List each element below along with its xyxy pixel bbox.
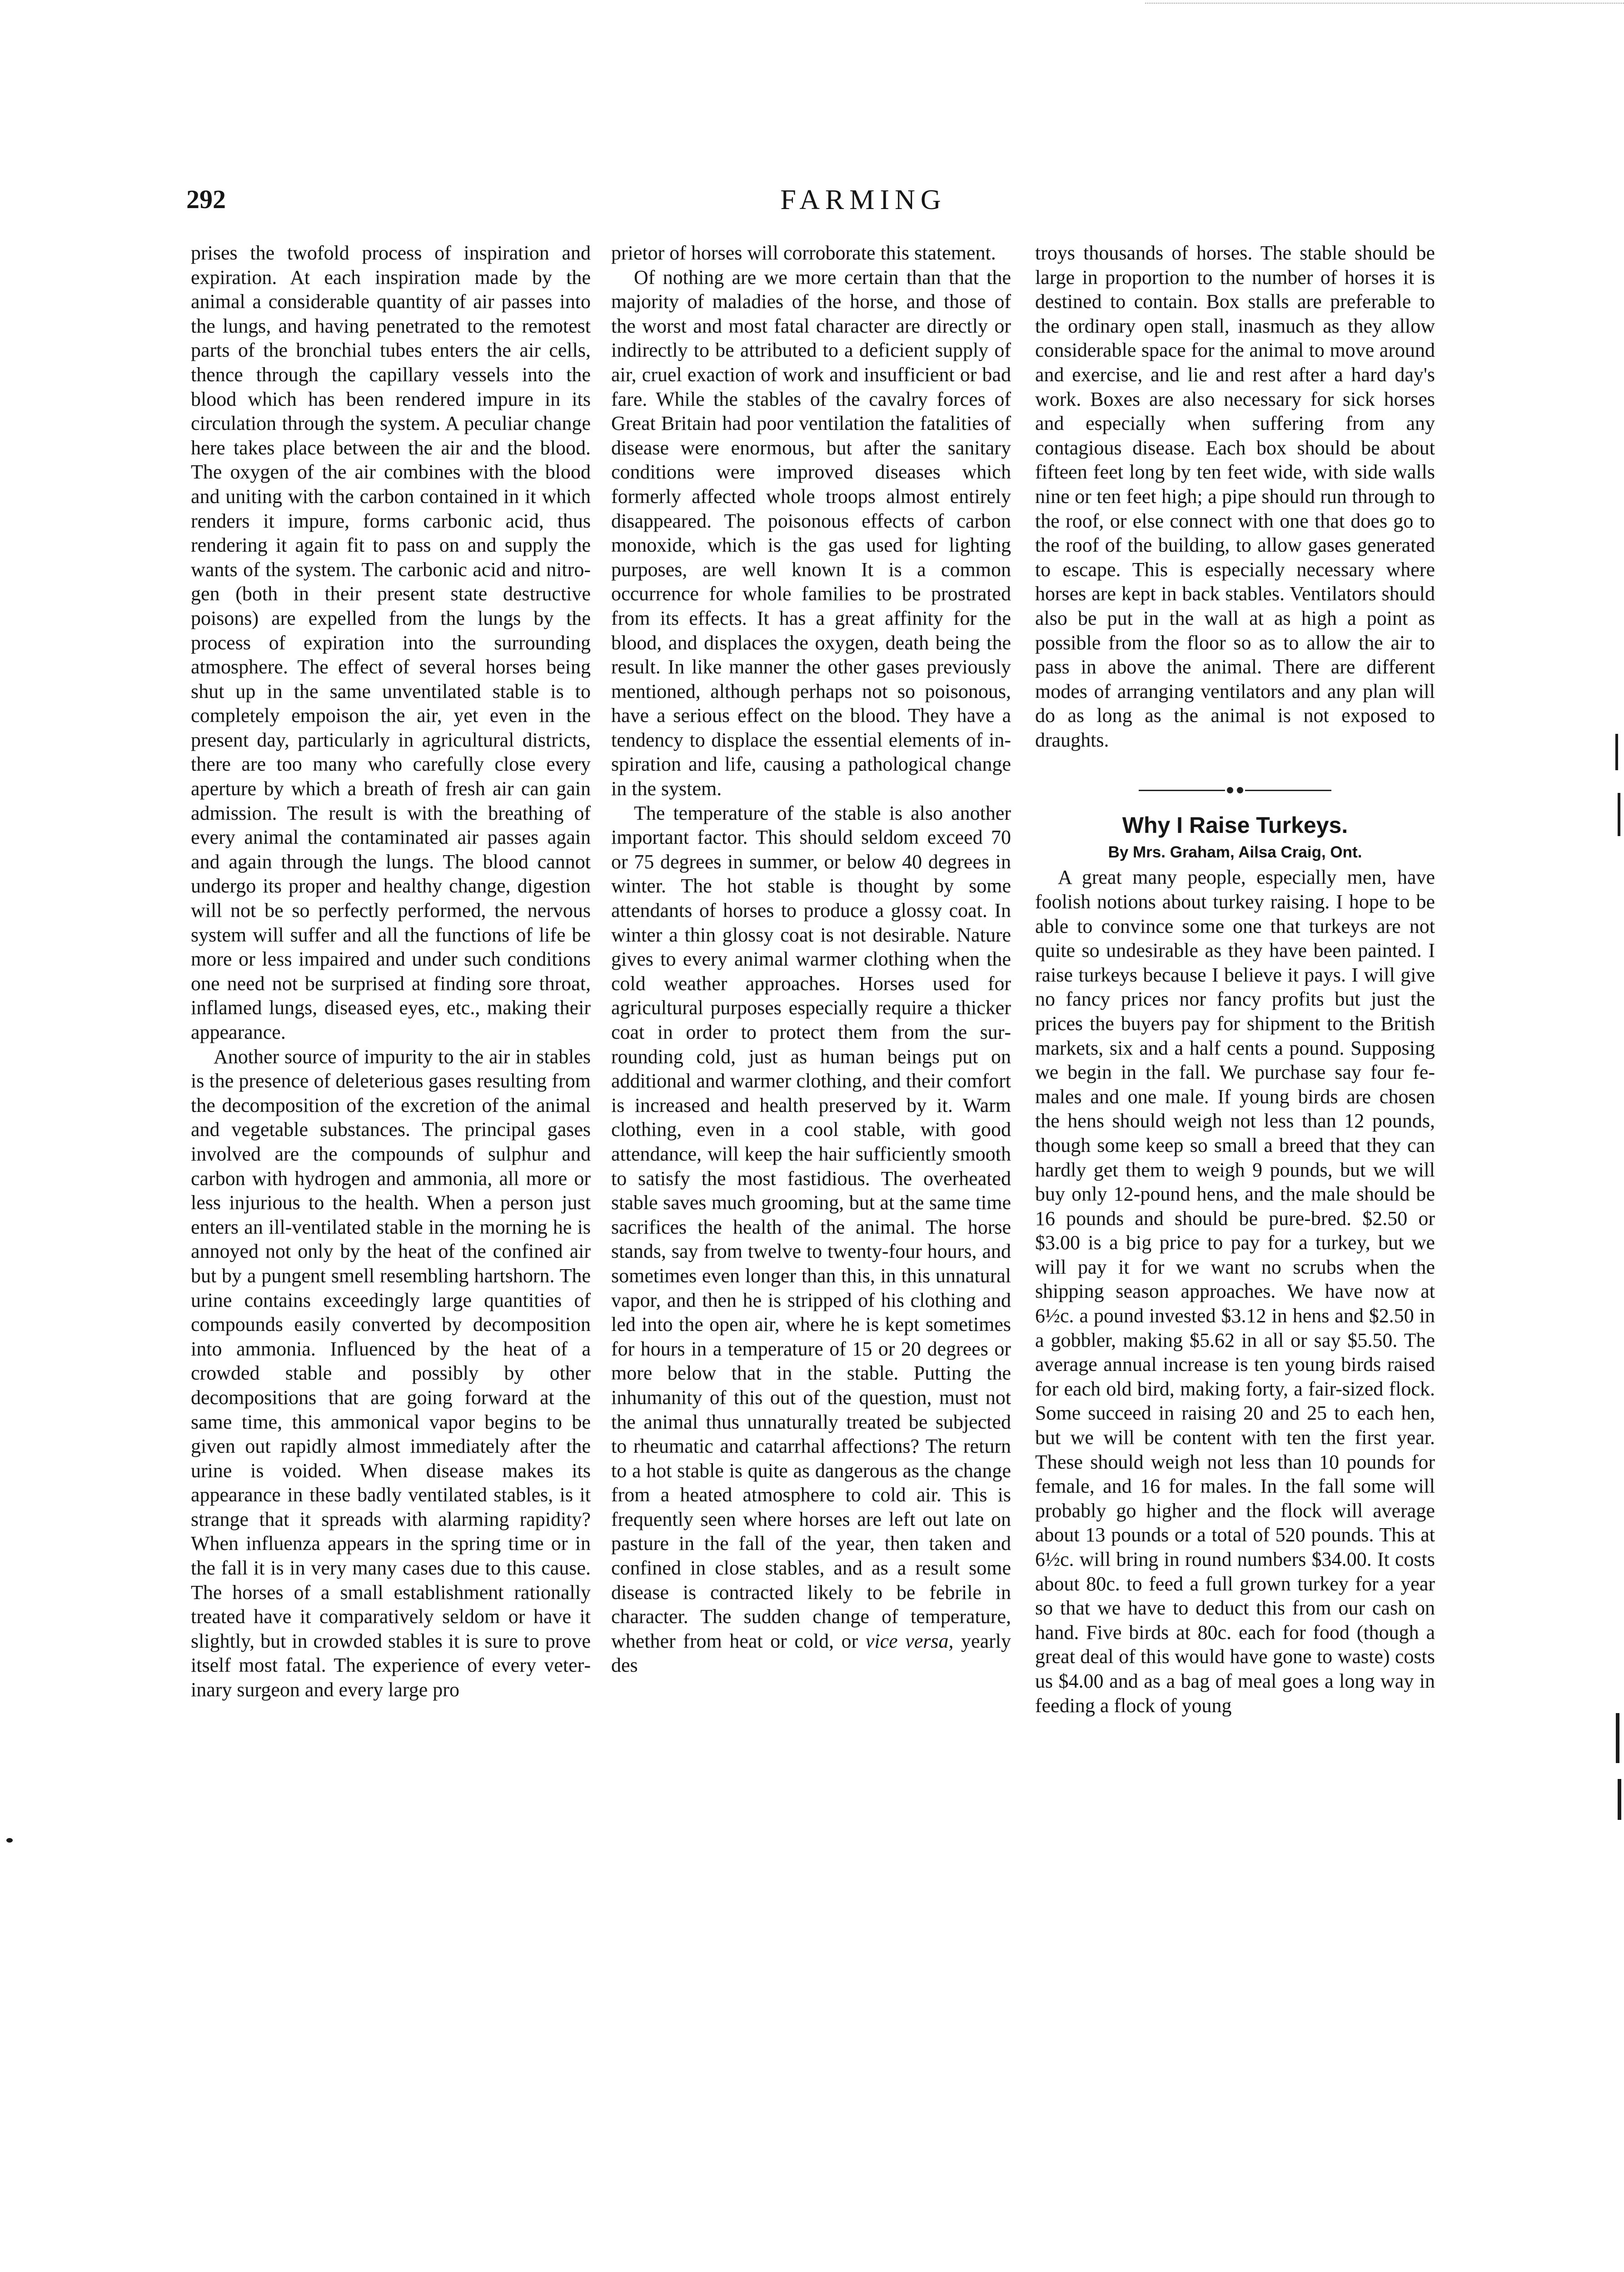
- column-right: [1035, 241, 1435, 1718]
- paragraph: [611, 801, 1011, 1678]
- article-title: Why I Raise Turkeys.: [1122, 812, 1348, 838]
- scan-edge-mark: [1615, 734, 1618, 770]
- section-divider: [1035, 784, 1435, 793]
- scan-top-rule: [1145, 3, 1624, 4]
- paragraph: Another source of impurity to the air in stables is the presence of deleterious gases resulting from the decomposition of the excretion of the animal and vegetable substances. The principal gases involved are the compounds of sulphur and carbon with hydrogen and ammonia, all more or less injurious to the health. When a person just enters an ill-ventilated stable in the morning he is annoyed not only by the heat of the confined air but by a pungent smell resembling hartshorn. The urine contains exceedingly large quantities of compounds easily converted by decomposition into ammonia. Influenced by the heat of a crowded stable and possibly by other decompositions that are going forward at the same time, this ammonical vapor begins to be given out rapidly almost immediately after the urine is voided. When disease makes its appearance in these badly ventilated stables, is it strange that it spreads with alarming rapidity? When influenza appears in the spring time or in the fall it is in very many cases due to this cause. The horses of a small establishment rationally treated have it comparatively seldom or have it slightly, but in crowded stables it is sure to prove itself most fatal. The experience of every veterinary surgeon and every large pro: [191, 1045, 591, 1701]
- paragraph: A great many people, especially men, have foolish notions about turkey raising. I hope to be able to convince some one that turkeys are not quite so undesirable as they have been painted. I raise turkeys because I believe it pays. I will give no fancy prices nor fancy profits but just the prices the buyers pay for shipment to the British markets, six and a half cents a pound. Supposing we begin in the fall. We purchase say four females and one male. If young birds are chosen the hens should weigh not less than 12 pounds, though some keep so small a breed that they can hardly get them to weigh 9 pounds, but we will buy only 12-pound hens, and the male should be 16 pounds and should be pure-bred. $2.50 or $3.00 is a big price to pay for a turkey, but we will pay it for we want no scrubs when the shipping season approaches. We have now at 6½c. a pound invested $3.12 in hens and $2.50 in a gobbler, making $5.62 in all or say $5.50. The average annual increase is ten young birds raised for each old bird, making forty, a fair-sized flock. Some succeed in raising 20 and 25 to each hen, but we will be content with ten the first year. These should weigh not less than 10 pounds for female, and 16 for males. In the fall some will probably go higher and the flock will average about 13 pounds or a total of 520 pounds. This at 6½c. will bring in round numbers $34.00. It costs about 80c. to feed a full grown turkey for a year so that we have to deduct this from our cash on hand. Five birds at 80c. each for food (though a great deal of this would have gone to waste) costs us $4.00 and as a bag of meal goes a long way in feeding a flock of young: [1035, 866, 1435, 1717]
- paragraph-tail: yearly des: [611, 1629, 1011, 1677]
- scan-edge-mark: [1618, 1779, 1621, 1820]
- paragraph-text: The temperature of the stable is also another important factor. This should seldom exceed 70 or 75 degrees in summer, or below 40 degrees in winter. The hot stable is thought by some attendants of horses to produce a glossy coat. In winter a thin glossy coat is not desirable. Nature gives to every animal warmer clothing when the cold weather approaches. Horses used for agricultural purposes especially require a thicker coat in order to protect them from the surrounding cold, just as human beings put on additional and warmer clothing, and their comfort is increased and health preserved by it. Warm clothing, even in a cool stable, with good attendance, will keep the hair sufficiently smooth to satisfy the most fastidious. The overheated stable saves much grooming, but at the same time sacrifices the health of the animal. The horse stands, say from twelve to twenty-four hours, and sometimes even longer than this, in this unnatural vapor, and then he is stripped of his clothing and led into the open air, where he is kept sometimes for hours in a temperature of 15 or 20 degrees or more below that in the stable. Putting the inhumanity of this out of the question, must not the animal thus unnaturally treated be subjected to rheumatic and catarrhal affections? The return to a hot stable is quite as dangerous as the change from a heated atmosphere to cold air. This is frequently seen where horses are left out late on pasture in the fall of the year, then taken and confined in close stables, and as a result some disease is contracted likely to be febrile in character. The sudden change of temperature, whether from heat or cold, or: [611, 802, 1011, 1652]
- paragraph: troys thousands of horses. The stable should be large in proportion to the number of horses it is destined to contain. Box stalls are preferable to the ordinary open stall, inasmuch as they allow considerable space for the animal to move around and exercise, and lie and rest after a hard day's work. Boxes are also necessary for sick horses and especially when suffering from any contagious disease. Each box should be about fifteen feet long by ten feet wide, with side walls nine or ten feet high; a pipe should run through to the roof, or else connect with one that does go to the roof of the building, to allow gases generated to escape. This is especially necessary where horses are kept in back stables. Ventilators should also be put in the wall at as high a point as possible from the floor so as to allow the air to pass in above the animal. There are different modes of arranging ventilators and any plan will do as long as the animal is not exposed to draughts.: [1035, 242, 1435, 751]
- scan-speck: [6, 1838, 13, 1843]
- italic-phrase: vice versa,: [865, 1629, 954, 1652]
- running-title: FARMING: [780, 184, 947, 215]
- article-byline: By Mrs. Graham, Ailsa Craig, Ont.: [1108, 843, 1362, 862]
- scan-edge-mark: [1618, 793, 1620, 836]
- paragraph: prietor of horses will corroborate this statement.: [611, 242, 996, 264]
- column-middle: [611, 241, 1011, 1678]
- paragraph: Of nothing are we more certain than that the majority of maladies of the horse, and those of the worst and most fatal character are directly or indirectly to be attributed to a deficient supply of air, cruel exaction of work and insufficient or bad fare. While the stables of the cavalry forces of Great Britain had poor ventilation the fatalities of disease were enormous, but after the sanitary conditions were improved diseases which formerly affected whole troops almost entirely disappeared. The poisonous effects of carbon monoxide, which is the gas used for lighting purposes, are well known It is a common occurrence for whole families to be prostrated from its effects. It has a great affinity for the blood, and displaces the oxygen, death being the result. In like manner the other gases previously mentioned, although perhaps not so poisonous, have a serious effect on the blood. They have a tendency to displace the essential elements of inspiration and life, causing a pathological change in the system.: [611, 266, 1011, 800]
- paragraph: prises the twofold process of inspiration and expiration. At each inspiration made by the animal a considerable quantity of air passes into the lungs, and having penetrated to the remotest parts of the bronchial tubes enters the air cells, thence through the capillary vessels into the blood which has been rendered impure in its circulation through the system. A peculiar change here takes place between the air and the blood. The oxygen of the air combines with the blood and uniting with the carbon contained in it which renders it impure, forms carbonic acid, thus rendering it again fit to pass on and supply the wants of the system. The carbonic acid and nitrogen (both in their present state destructive poisons) are expelled from the lungs by the process of expiration into the surrounding atmosphere. The effect of several horses being shut up in the same unventilated stable is to completely empoison the air, yet even in the present day, particularly in agricultural districts, there are too many who carefully close every aperture by which a breath of fresh air can gain admission. The result is with the breathing of every animal the contaminated air passes again and again through the lungs. The blood cannot undergo its proper and healthy change, digestion will not be so perfectly performed, the nervous system will suffer and all the functions of life be more or less impaired and under such conditions one need not be surprised at finding sore throat, inflamed lungs, diseased eyes, etc., making their appearance.: [191, 242, 591, 1043]
- scan-edge-mark: [1616, 1713, 1619, 1763]
- page-number: 292: [186, 184, 226, 214]
- column-left: [191, 241, 591, 1702]
